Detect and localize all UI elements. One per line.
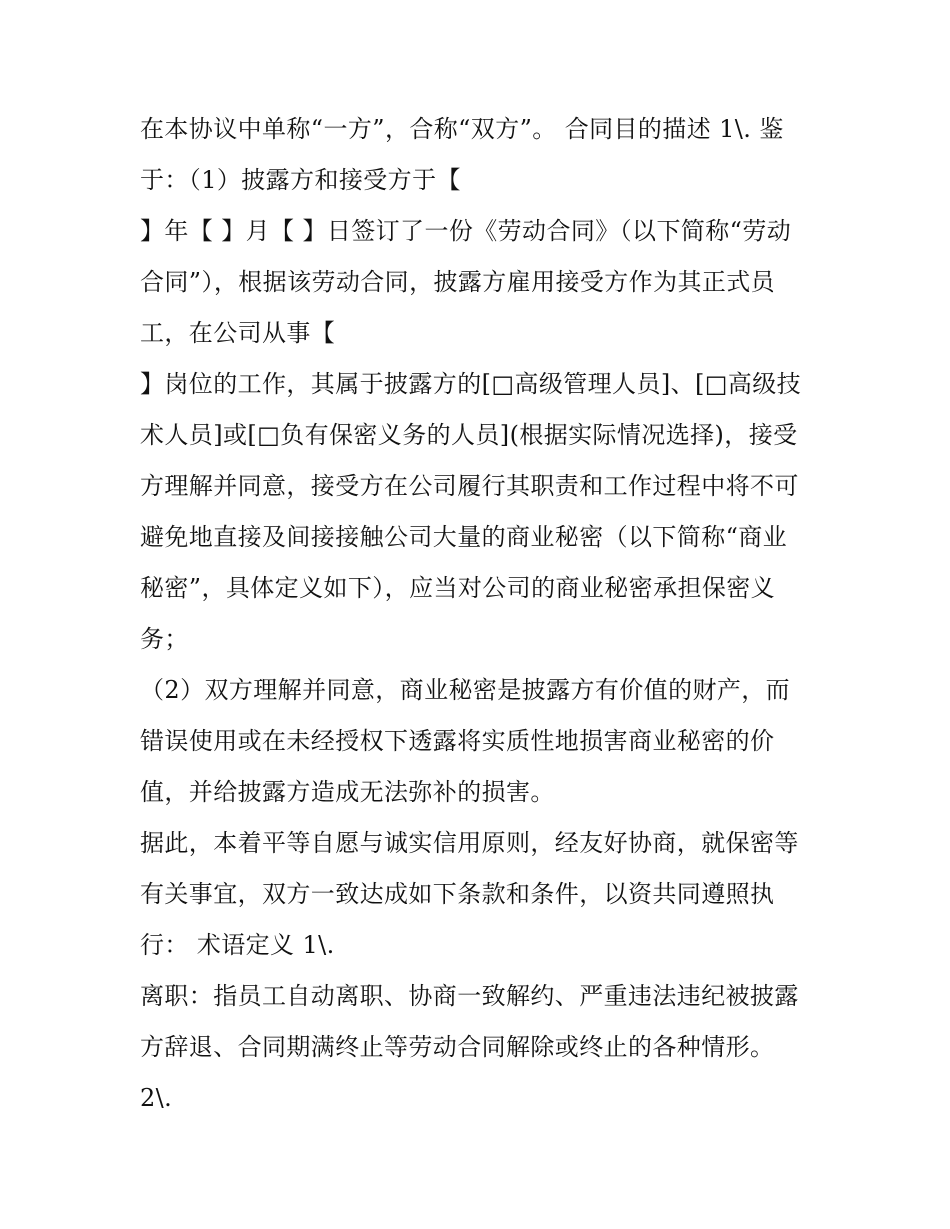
text-line-15: 据此，本着平等自愿与诚实信用原则，经友好协商，就保密等: [140, 829, 799, 857]
text-line-18: 离职：指员工自动离职、协商一致解约、严重违法违纪被披露: [140, 982, 799, 1010]
text-line-2: 于：（1）披露方和接受方于【: [140, 166, 461, 194]
text-line-5: 工，在公司从事【: [140, 319, 336, 347]
text-line-17: 行： 术语定义 1\.: [140, 931, 335, 959]
text-line-4: 合同”），根据该劳动合同，披露方雇用接受方作为其正式员: [140, 268, 776, 296]
text-line-9: 避免地直接及间接接触公司大量的商业秘密（以下简称“商业: [140, 523, 788, 551]
text-line-10: 秘密”，具体定义如下），应当对公司的商业秘密承担保密义: [140, 574, 776, 602]
document-body: [140, 104, 820, 1124]
text-line-20: 2\.: [140, 1084, 173, 1112]
text-line-11: 务；: [140, 625, 189, 653]
text-line-16: 有关事宜，双方一致达成如下条款和条件，以资共同遵照执: [140, 880, 775, 908]
text-line-13: 错误使用或在未经授权下透露将实质性地损害商业秘密的价: [140, 727, 775, 755]
text-line-7: 术人员]或[□负有保密义务的人员](根据实际情况选择)，接受: [140, 421, 798, 449]
text-line-14: 值，并给披露方造成无法弥补的损害。: [140, 778, 555, 806]
text-line-19: 方辞退、合同期满终止等劳动合同解除或终止的各种情形。: [140, 1033, 775, 1061]
text-line-1: 在本协议中单称“一方”，合称“双方”。 合同目的描述 1\. 鉴: [140, 115, 784, 143]
text-line-3: 】年【 】月【 】日签订了一份《劳动合同》（以下简称“劳动: [140, 217, 792, 245]
text-line-12: （2）双方理解并同意，商业秘密是披露方有价值的财产，而: [140, 676, 791, 704]
text-line-6: 】岗位的工作，其属于披露方的[□高级管理人员]、[□高级技: [140, 370, 802, 398]
text-line-8: 方理解并同意，接受方在公司履行其职责和工作过程中将不可: [140, 472, 799, 500]
